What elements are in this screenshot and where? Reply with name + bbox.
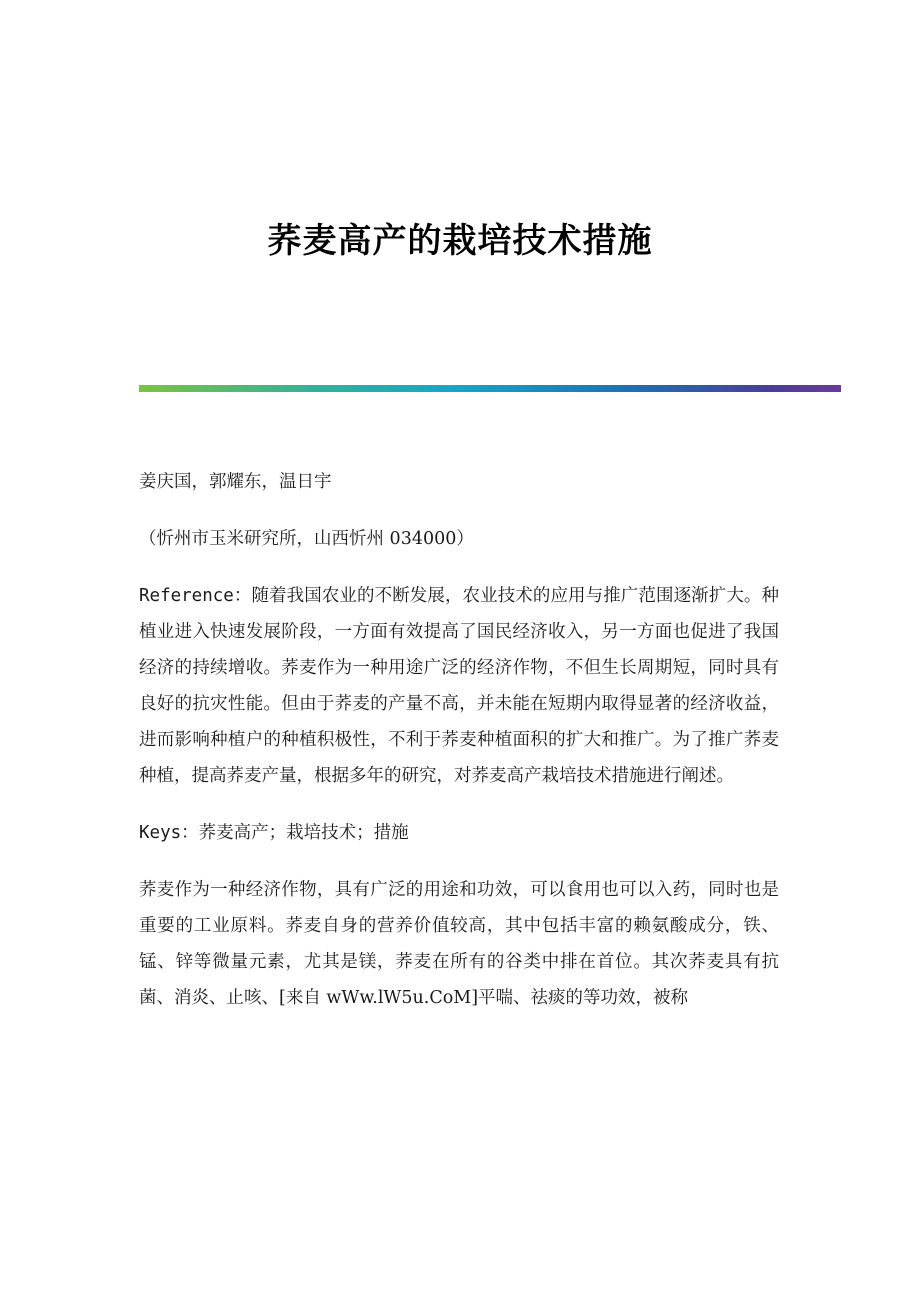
document-title: 荞麦高产的栽培技术措施 — [267, 221, 653, 261]
abstract-text: 随着我国农业的不断发展，农业技术的应用与推广范围逐渐扩大。种植业进入快速发展阶段，一方面有效提高了国民经济收入，另一方面也促进了我国经济的持续增收。荞麦作为一种用途广泛的经济作物，不但生长周期短，同时具有良好的抗灾性能。但由于荞麦的产量不高，并未能在短期内取得显著的经济收益，进而影响种植户的种植积极性，不利于荞麦种植面积的扩大和推广。为了推广荞麦种植，提高荞麦产量，根据多年的研究，对荞麦高产栽培技术措施进行阐述。 — [139, 586, 779, 786]
keywords-text: 荞麦高产；栽培技术；措施 — [198, 823, 409, 843]
affiliation-line: （忻州市玉米研究所，山西忻州 034000） — [139, 529, 474, 549]
abstract-label: Reference： — [139, 586, 252, 606]
document-body — [139, 464, 779, 1037]
authors-line: 姜庆国，郭耀东，温日宇 — [139, 472, 332, 492]
keywords-label: Keys： — [139, 823, 199, 843]
body-paragraph: 荞麦作为一种经济作物，具有广泛的用途和功效，可以食用也可以入药，同时也是重要的工业原料。荞麦自身的营养价值较高，其中包括丰富的赖氨酸成分，铁、锰、锌等微量元素，尤其是镁，荞麦在所有的谷类中排在首位。其次荞麦具有抗菌、消炎、止咳、[来自 wWw.lW5u.CoM]平喘、祛痰的等功效，被称 — [139, 880, 779, 1008]
abstract-paragraph — [139, 578, 779, 794]
keywords-paragraph — [139, 815, 779, 851]
gradient-divider — [139, 385, 841, 392]
